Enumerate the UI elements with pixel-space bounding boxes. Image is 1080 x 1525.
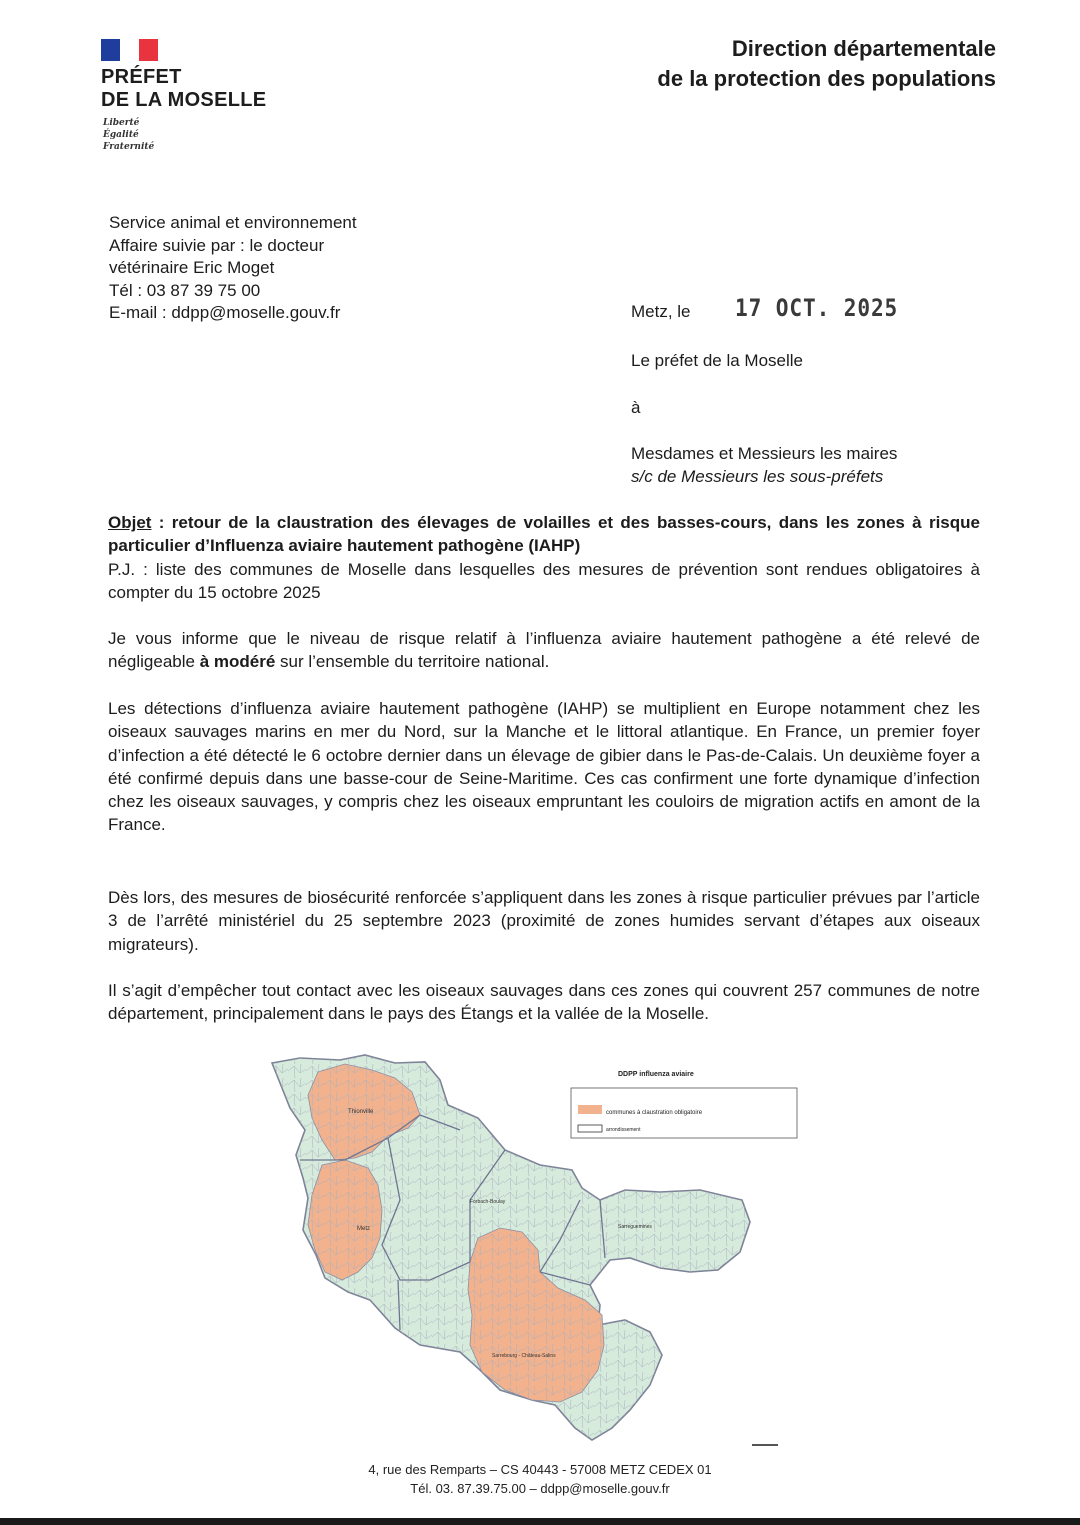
footer-contact: Tél. 03. 87.39.75.00 – ddpp@moselle.gouv.fr <box>410 1481 670 1496</box>
sender-line: E-mail : ddpp@moselle.gouv.fr <box>109 303 341 322</box>
map-label-forbach: Forbach-Boulay <box>470 1199 506 1205</box>
bottom-edge-bar <box>0 1518 1080 1525</box>
addressee-to: à <box>631 398 641 417</box>
sender-block <box>109 212 357 325</box>
paragraph-biosecurity: Dès lors, des mesures de biosécurité renforcée s’appliquent dans les zones à risque particulier prévues par l’article 3 de l’arrêté ministériel du 25 septembre 2023 (proximité de zones humides servant d’étapes aux oiseaux migrateurs). <box>108 888 980 954</box>
date-stamp: 17 OCT. 2025 <box>735 294 899 322</box>
sender-line: Tél : 03 87 39 75 00 <box>109 280 261 300</box>
moselle-risk-map <box>262 1052 812 1452</box>
map-legend-swatch-risk <box>578 1105 602 1114</box>
map-scale-mark <box>752 1444 778 1446</box>
prefet-title: PRÉFET DE LA MOSELLE <box>101 66 267 111</box>
addressee-recipients: Mesdames et Messieurs les maires <box>631 444 898 463</box>
map-legend-swatch-arrondissement <box>578 1125 602 1132</box>
map-label-thionville: Thionville <box>348 1109 374 1115</box>
map-label-sarrebourg: Sarrebourg - Château-Salins <box>492 1353 556 1359</box>
map-label-metz: Metz <box>357 1226 371 1232</box>
sender-line: Affaire suivie par : le docteur <box>109 235 325 255</box>
direction-title: Direction départementale de la protection des populations <box>657 36 996 91</box>
map-legend-arrondissement: arrondissement <box>606 1127 641 1133</box>
attachment-note: P.J. : liste des communes de Moselle dans lesquelles des mesures de prévention sont rendues obligatoires à compter du 15 octobre 2025 <box>108 560 980 603</box>
paragraph-detections: Les détections d’influenza aviaire hautement pathogène (IAHP) se multiplient en Europe notamment chez les oiseaux sauvages marins en mer du Nord, sur la Manche et le littoral atlantique. En France, un premier foyer d’infection a été détecté le 6 octobre dernier dans un élevage de gibier dans le Pas-de-Calais. Un deuxième foyer a été confirmé depuis dans une basse-cour de Seine-Maritime. Ces cas confirment une forte dynamique d’infection chez les oiseaux sauvages, y compris chez les oiseaux empruntant les couloirs de migration actifs en amont de la France. <box>108 699 980 835</box>
objet-text: : retour de la claustration des élevages de volailles et des basses-cours, dans les zones à risque particulier d’Influenza aviaire hautement pathogène (IAHP) <box>108 513 980 556</box>
risk-level-highlight: à modéré <box>199 652 276 672</box>
sender-line: Service animal et environnement <box>109 213 357 232</box>
republic-motto: Liberté Égalité Fraternité <box>103 118 155 152</box>
objet-label: Objet <box>108 513 152 532</box>
paragraph-risk-level: Je vous informe que le niveau de risque relatif à l’influenza aviaire hautement pathogène a été relevé de négligeable à modéré sur l’ensemble du territoire national. <box>108 629 980 672</box>
paragraph-communes: Il s’agit d’empêcher tout contact avec les oiseaux sauvages dans ces zones qui couvrent 257 communes de notre département, principalement dans le pays des Étangs et la vallée de la Moselle. <box>108 981 980 1024</box>
addressee-via: s/c de Messieurs les sous-préfets <box>631 467 884 486</box>
addressee-from: Le préfet de la Moselle <box>631 351 803 370</box>
marianne-flag-logo <box>101 39 158 61</box>
map-legend-risk: communes à claustration obligatoire <box>606 1110 703 1116</box>
date-prefix: Metz, le <box>631 302 691 321</box>
map-legend-title: DDPP influenza aviaire <box>618 1071 694 1078</box>
sender-line: vétérinaire Eric Moget <box>109 258 275 277</box>
map-label-sarreguemines: Sarreguemines <box>618 1224 652 1230</box>
footer-address: 4, rue des Remparts – CS 40443 - 57008 METZ CEDEX 01 <box>368 1462 712 1477</box>
objet-paragraph <box>108 511 980 558</box>
